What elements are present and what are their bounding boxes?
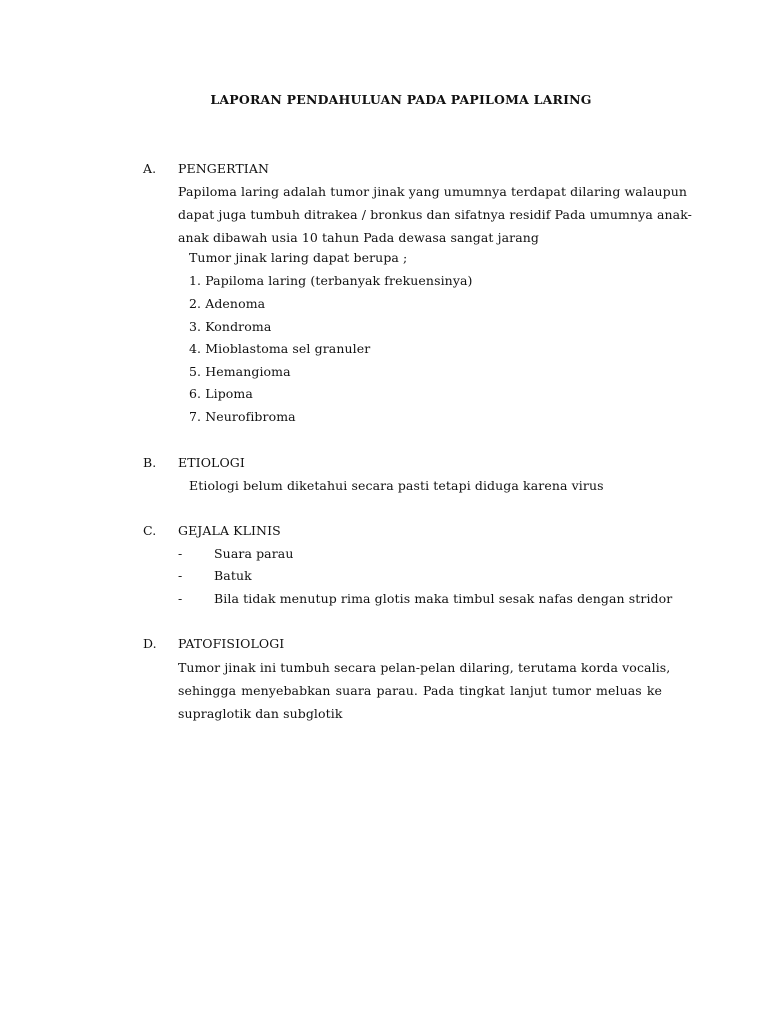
symptom-item: Suara parau [214, 546, 294, 561]
paragraph-line: dapat juga tumbuh ditrakea / bronkus dan sifatnya residif Pada umumnya anak- [178, 207, 692, 222]
tumor-list-item: 7. Neurofibroma [189, 409, 296, 424]
paragraph-line: sehingga menyebabkan suara parau. Pada tingkat lanjut tumor meluas ke [178, 683, 662, 698]
section-d-letter: D. [143, 636, 157, 651]
patofisiologi-paragraph [178, 656, 671, 725]
tumor-list-item: 4. Mioblastoma sel granuler [189, 341, 371, 356]
section-b-heading: ETIOLOGI [178, 455, 245, 470]
tumor-list-item: 5. Hemangioma [189, 364, 291, 379]
paragraph-line: Tumor jinak ini tumbuh secara pelan-pelan dilaring, terutama korda vocalis, [178, 660, 671, 675]
tumor-list-item: 6. Lipoma [189, 386, 253, 401]
tumor-list-item: 1. Papiloma laring (terbanyak frekuensinya) [189, 273, 473, 288]
pengertian-paragraph [178, 180, 692, 249]
bullet-dash: - [178, 546, 183, 561]
tumor-list-item: 3. Kondroma [189, 319, 272, 334]
section-d-heading: PATOFISIOLOGI [178, 636, 285, 651]
paragraph-line: supraglotik dan subglotik [178, 706, 343, 721]
symptom-item: Bila tidak menutup rima glotis maka timbul sesak nafas dengan stridor [214, 591, 673, 606]
section-a-heading: PENGERTIAN [178, 161, 270, 176]
bullet-dash: - [178, 591, 183, 606]
paragraph-line: anak dibawah usia 10 tahun Pada dewasa sangat jarang [178, 230, 539, 245]
section-a-letter: A. [143, 161, 157, 176]
section-c-heading: GEJALA KLINIS [178, 523, 281, 538]
bullet-dash: - [178, 568, 183, 583]
tumor-list-item: 2. Adenoma [189, 296, 266, 311]
section-b-letter: B. [143, 455, 157, 470]
symptom-item: Batuk [214, 568, 252, 583]
tumor-list-intro: Tumor jinak laring dapat berupa ; [189, 250, 408, 265]
document-title: LAPORAN PENDAHULUAN PADA PAPILOMA LARING [210, 92, 592, 107]
paragraph-line: Papiloma laring adalah tumor jinak yang umumnya terdapat dilaring walaupun [178, 184, 688, 199]
etiologi-text: Etiologi belum diketahui secara pasti tetapi diduga karena virus [189, 478, 604, 493]
section-c-letter: C. [143, 523, 157, 538]
